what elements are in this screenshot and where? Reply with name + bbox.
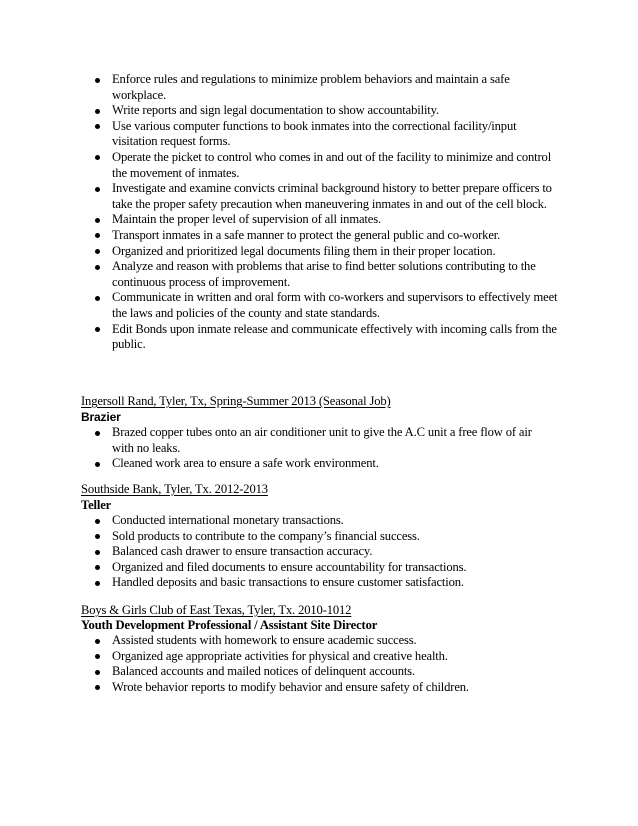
list-item: Enforce rules and regulations to minimize problem behaviors and maintain a safe workplace. <box>112 72 560 103</box>
list-item: Balanced accounts and mailed notices of delinquent accounts. <box>112 664 552 680</box>
list-item: Edit Bonds upon inmate release and communicate effectively with incoming calls from the public. <box>112 322 560 353</box>
list-item: Wrote behavior reports to modify behavior and ensure safety of children. <box>112 680 552 696</box>
job-bullets-southside-bank <box>112 513 552 591</box>
list-item: Balanced cash drawer to ensure transaction accuracy. <box>112 544 552 560</box>
list-item: Organized and prioritized legal documents filing them in their proper location. <box>112 244 560 260</box>
list-item: Communicate in written and oral form with co-workers and supervisors to effectively meet the laws and policies of the county and state standards. <box>112 290 560 321</box>
list-item: Conducted international monetary transactions. <box>112 513 552 529</box>
list-item: Transport inmates in a safe manner to protect the general public and co-worker. <box>112 228 560 244</box>
job-title-teller: Teller <box>81 498 112 512</box>
list-item: Investigate and examine convicts criminal background history to better prepare officers to take the proper safety precaution when maneuvering inmates in and out of the cell block. <box>112 181 560 212</box>
list-item: Write reports and sign legal documentation to show accountability. <box>112 103 560 119</box>
list-item: Sold products to contribute to the company’s financial success. <box>112 529 552 545</box>
job-bullets-ingersoll-rand <box>112 425 552 472</box>
list-item: Organized and filed documents to ensure accountability for transactions. <box>112 560 552 576</box>
list-item: Cleaned work area to ensure a safe work environment. <box>112 456 552 472</box>
list-item: Assisted students with homework to ensure academic success. <box>112 633 552 649</box>
list-item: Analyze and reason with problems that arise to find better solutions contributing to the continuous process of improvement. <box>112 259 560 290</box>
job-title-youth-development: Youth Development Professional / Assistant Site Director <box>81 618 378 632</box>
corrections-duties-list <box>112 72 560 353</box>
job-header-ingersoll-rand: Ingersoll Rand, Tyler, Tx, Spring-Summer 2013 (Seasonal Job) <box>81 394 391 408</box>
list-item: Operate the picket to control who comes in and out of the facility to minimize and control the movement of inmates. <box>112 150 560 181</box>
list-item: Organized age appropriate activities for physical and creative health. <box>112 649 552 665</box>
list-item: Brazed copper tubes onto an air conditioner unit to give the A.C unit a free flow of air with no leaks. <box>112 425 552 456</box>
job-header-southside-bank: Southside Bank, Tyler, Tx. 2012-2013 <box>81 482 268 496</box>
list-item: Handled deposits and basic transactions to ensure customer satisfaction. <box>112 575 552 591</box>
list-item: Maintain the proper level of supervision of all inmates. <box>112 212 560 228</box>
list-item: Use various computer functions to book inmates into the correctional facility/input visitation request forms. <box>112 119 560 150</box>
job-bullets-boys-girls-club <box>112 633 552 695</box>
job-title-brazier: Brazier <box>81 410 121 424</box>
job-header-boys-girls-club: Boys & Girls Club of East Texas, Tyler, Tx. 2010-1012 <box>81 603 352 617</box>
